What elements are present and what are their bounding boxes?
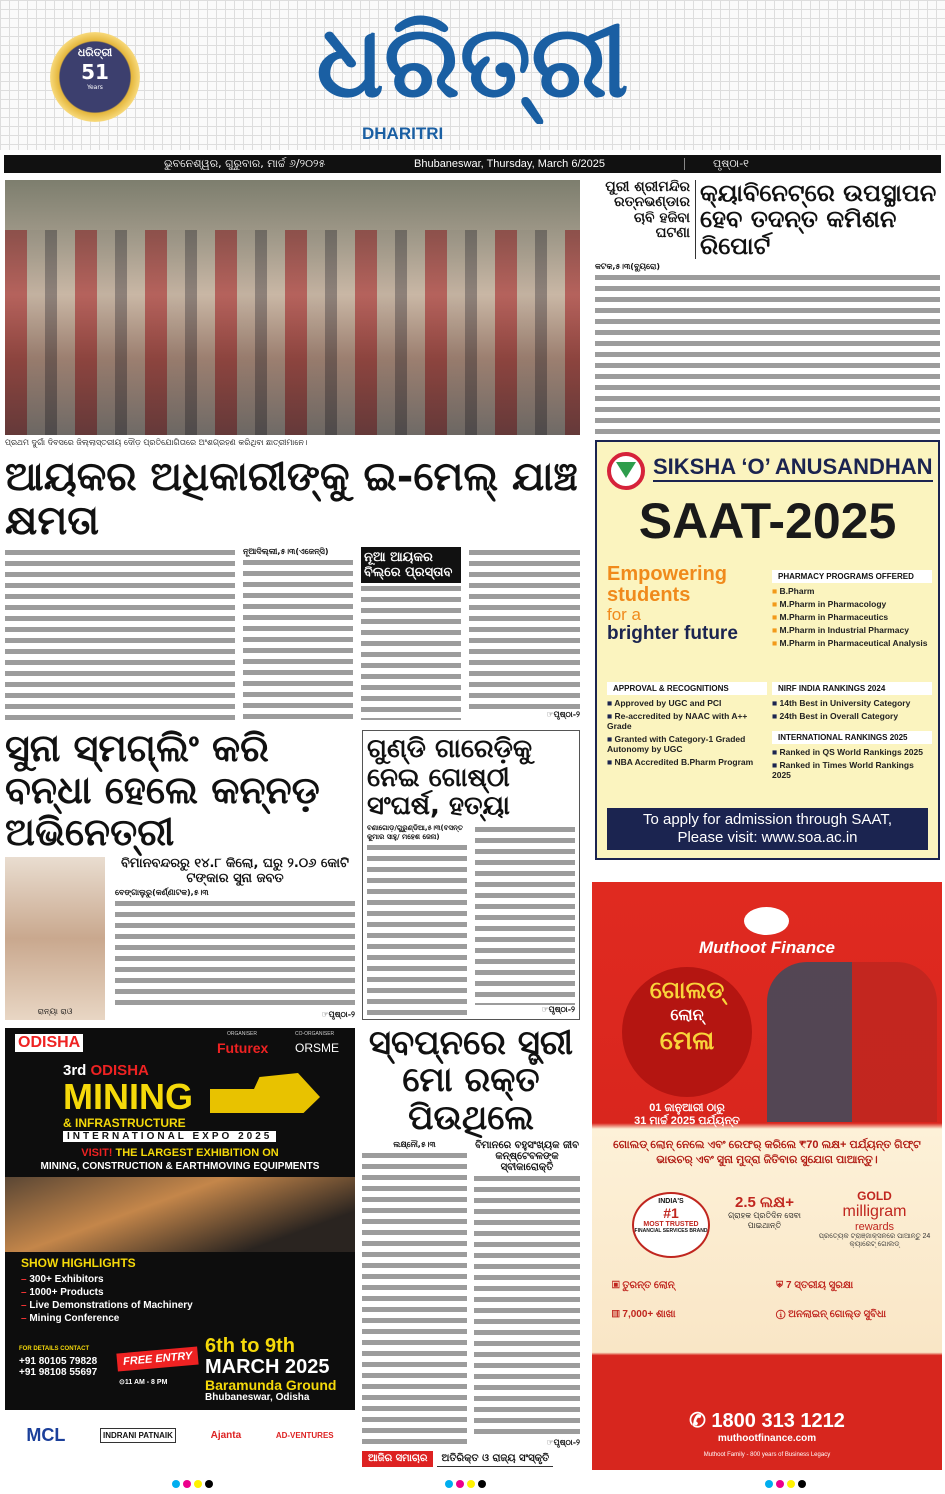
layout-block bbox=[817, 1190, 932, 1248]
muthoot-ad-mela-0: ଗୋଲଡ୍ bbox=[649, 977, 725, 1004]
orsme-logo: ORSME bbox=[295, 1041, 340, 1055]
soa-ad-intl-0: ■ Ranked in QS World Rankings 2025 bbox=[772, 747, 932, 757]
muthoot-offer: ଗୋଲଡ୍ ଲୋନ୍ ନେଲେ ଏବଂ ରେଫର୍ କରିଲେ ₹70 ଲକ୍ଷ+ ପର୍ଯ୍ୟନ୍ତ ଗିଫ୍ଟ ଭାଉଚର୍ ଏବଂ ସୁନା ମୁଦ୍ରା ଜିତିବାର ସୁଯୋଗ ପାଆନ୍ତୁ। bbox=[613, 1139, 921, 1166]
dream-dateline: ଲକ୍ଷ୍ନୌ,୫।୩ bbox=[393, 1140, 436, 1150]
article-body-text bbox=[115, 898, 355, 1010]
phone-icon: ✆ bbox=[689, 1410, 712, 1432]
layout-block bbox=[772, 676, 932, 783]
mining-ad-partners-2: Ajanta bbox=[210, 1429, 242, 1441]
layout-block bbox=[367, 824, 467, 1015]
layout-block bbox=[5, 857, 355, 1020]
mining-ad-title3: & INFRASTRUCTURE bbox=[63, 1116, 186, 1130]
mining-ad-phones-0: +91 80105 79828 bbox=[19, 1356, 98, 1367]
layout-block bbox=[684, 158, 685, 170]
feature-online: ⓘ ଅନଲାଇନ୍ ଗୋଲ୍ଡ ସୁବିଧା bbox=[776, 1309, 887, 1320]
layout-block bbox=[765, 1480, 773, 1488]
tax-story bbox=[5, 455, 580, 720]
layout-block bbox=[607, 698, 767, 767]
muthoot-ad-trust-1: #1 bbox=[663, 1204, 679, 1221]
nirf-title: NIRF INDIA RANKINGS 2024 bbox=[772, 682, 932, 695]
mining-ad-phones-1: +91 98108 55697 bbox=[19, 1367, 98, 1378]
muthoot-ad-gold-sub: ପ୍ରତ୍ୟେକ ଟ୍ରାଞ୍ଜାକ୍ସନରେ ପାଆନ୍ତୁ 24 କ୍ୟାରେଟ୍ ଗୋଲଡ୍ bbox=[818, 1232, 931, 1248]
layout-block bbox=[362, 1451, 580, 1467]
tax-dateline: ନୂଆଦିଲ୍ଲୀ,୫।୩(ଏଜେନ୍ସି) bbox=[243, 547, 329, 556]
badge-years: 51 bbox=[81, 60, 109, 84]
muthoot-ad-phone: 1800 313 1212 bbox=[711, 1410, 845, 1432]
layout-block bbox=[798, 1480, 806, 1488]
gang-dateline: ବଣାଗୋଡ଼/ଗୁରୁଣ୍ଡିଆ,୫।୩(ବସନ୍ତ କୁମାର ସାହୁ/ ମହେଶ ଜେନା) bbox=[367, 823, 463, 841]
layout-block bbox=[243, 547, 353, 720]
layout-block bbox=[361, 547, 461, 720]
muthoot-brand: Muthoot Finance bbox=[699, 938, 835, 957]
layout-block bbox=[612, 1280, 932, 1320]
gang-headline: ଗୁଣ୍ଡି ଗାରେଡ଼ିକୁ ନେଇ ଗୋଷ୍ଠୀ ସଂଘର୍ଷ, ହତ୍ୟା bbox=[367, 734, 533, 822]
article-body-text bbox=[361, 583, 461, 720]
muthoot-ad-mela-2: ମେଳା bbox=[659, 1024, 715, 1055]
dream-body bbox=[474, 1173, 580, 1438]
muthoot-ad-period1: 01 ଜାନୁଆରୀ ଠାରୁ bbox=[649, 1102, 725, 1114]
badge-label: Years bbox=[87, 84, 103, 91]
layout-block bbox=[595, 180, 940, 259]
muthoot-ad-gold-rewards-0: GOLD bbox=[857, 1189, 892, 1203]
soa-ad-nirf-0: ■ 14th Best in University Category bbox=[772, 698, 932, 708]
layout-block bbox=[475, 824, 575, 1015]
mining-ad-venue: Baramunda Ground bbox=[205, 1377, 337, 1393]
soa-ad-tagline-1: students bbox=[607, 584, 691, 606]
feature-security: ⛨ 7 ସ୍ତରୀୟ ସୁରକ୍ଷା bbox=[776, 1280, 854, 1291]
layout-block bbox=[456, 1480, 464, 1488]
soa-ad-approvals-0: ■ Approved by UGC and PCI bbox=[607, 698, 767, 708]
anniversary-badge bbox=[50, 32, 140, 122]
gold-story bbox=[5, 728, 355, 1020]
dateline-bar bbox=[4, 155, 941, 173]
puri-body bbox=[595, 272, 940, 435]
soa-ad-approvals-1: ■ Re-accredited by NAAC with A++ Grade bbox=[607, 711, 767, 731]
muthoot-website[interactable]: muthootfinance.com bbox=[717, 1433, 817, 1444]
puri-kicker: ପୁରୀ ଶ୍ରୀମନ୍ଦିର ରତ୍ନଭଣ୍ଡାର ଚାବି ହଜିବା ଘଟଣା bbox=[605, 179, 690, 242]
puri-headline: କ୍ୟାବିନେଟ୍‌ରେ ଉପସ୍ଥାପନ ହେବ ତଦନ୍ତ କମିଶନ ରିପୋର୍ଟ bbox=[695, 180, 940, 259]
layout-block bbox=[445, 1480, 486, 1488]
soa-logo-icon bbox=[607, 452, 645, 490]
layout-block bbox=[21, 1272, 193, 1326]
muthoot-ad-customers-sub: ଗ୍ରାହକ ପ୍ରତିଦିନ ସେବା ପାଇଥାନ୍ତି bbox=[728, 1211, 801, 1230]
dream-subheadline: ବିମାନରେ ବହୁସଂଖ୍ୟକ ଜୀବ କନ୍‌ଷ୍ଟେବଳଙ୍କ ସ୍ବୀକାରୋକ୍ତି bbox=[475, 1140, 579, 1174]
mining-ad-highlights-1: – 1000+ Products bbox=[21, 1287, 193, 1298]
soa-ad-nirf-1: ■ 24th Best in Overall Category bbox=[772, 711, 932, 721]
layout-block bbox=[362, 1140, 467, 1448]
soa-ad-programs-1: ■ M.Pharm in Pharmacology bbox=[772, 599, 932, 609]
photo-caption: ପ୍ରଥମ ଦୁର୍ଗା ଦିବସରେ ଜିଲ୍ଲାସ୍ତରୀୟ ଦୌଡ଼ ପ୍ରତିଯୋଗିତାରେ ଅଂଶଗ୍ରହଣ କରିଥିବା ଛାତ୍ରୀମାନେ। bbox=[5, 438, 308, 447]
soa-ad-tagline-3: brighter future bbox=[607, 622, 738, 644]
soa-ad-programs-3: ■ M.Pharm in Industrial Pharmacy bbox=[772, 625, 932, 635]
mining-ad-visit: VISIT! bbox=[81, 1147, 113, 1159]
article-body-text bbox=[243, 557, 353, 720]
tax-box: ନୂଆ ଆୟକର ବିଲ୍‌ରେ ପ୍ରସ୍ତାବ bbox=[361, 547, 461, 583]
gold-headline: ସୁନା ସ୍ମଗ୍‌ଲିଂ କରି ବନ୍ଧା ହେଲେ କନ୍ନଡ଼ ଅଭିନେତ୍ରୀ bbox=[5, 726, 320, 854]
mining-photo bbox=[5, 1177, 355, 1252]
gold-continued[interactable]: ☞ପୃଷ୍ଠା-୨ bbox=[321, 1010, 355, 1019]
layout-block bbox=[722, 1194, 807, 1231]
layout-block bbox=[205, 1480, 213, 1488]
dream-story bbox=[362, 1025, 580, 1467]
date-english: Bhubaneswar, Thursday, March 6/2025 bbox=[414, 158, 605, 170]
soa-ad-programs-2: ■ M.Pharm in Pharmaceutics bbox=[772, 612, 932, 622]
layout-block bbox=[592, 1408, 942, 1458]
contact-phones bbox=[19, 1356, 97, 1378]
muthoot-ad-features-1: 7 ସ୍ତରୀୟ ସୁରକ୍ଷା bbox=[785, 1280, 854, 1291]
mining-ad-partners-3: AD-VENTURES bbox=[275, 1430, 334, 1440]
layout-block bbox=[5, 547, 235, 720]
footer-tab-todays-news[interactable]: ଆଜିର ସମାଚାର bbox=[362, 1451, 433, 1467]
muthoot-ad-trust-0: INDIA'S bbox=[658, 1198, 684, 1205]
muthoot-ad-features-3: ଅନଲାଇନ୍ ଗୋଲ୍ଡ ସୁବିଧା bbox=[788, 1309, 887, 1320]
futurex-logo: Futurex bbox=[217, 1040, 269, 1056]
soa-ad-cta: To apply for admission through SAAT, bbox=[642, 811, 893, 828]
soa-brand: SIKSHA ‘O’ ANUSANDHAN bbox=[653, 454, 933, 482]
partner-strip bbox=[5, 1410, 355, 1460]
gold-dateline: ବେଙ୍ଗାଲୁରୁ(କର୍ଣ୍ଣାଟକ),୫।୩ bbox=[115, 887, 209, 897]
layout-block bbox=[172, 1480, 180, 1488]
mining-ad-highlights-3: – Mining Conference bbox=[21, 1313, 193, 1324]
feature-branches: ▥ 7,000+ ଶାଖା bbox=[612, 1309, 676, 1320]
soa-title: SAAT-2025 bbox=[638, 493, 897, 549]
mining-ad-dates1: 6th to 9th bbox=[205, 1335, 295, 1357]
layout-block bbox=[205, 1336, 336, 1403]
muthoot-ad-customers: 2.5 ଲକ୍ଷ+ bbox=[735, 1194, 794, 1211]
logo-english: DHARITRI bbox=[362, 124, 444, 143]
free-entry-badge: FREE ENTRY bbox=[116, 1346, 199, 1371]
layout-block bbox=[183, 1480, 191, 1488]
gang-continued[interactable]: ☞ପୃଷ୍ଠା-୨ bbox=[541, 1005, 575, 1014]
muthoot-ad-period2: 31 ମାର୍ଚ୍ଚ 2025 ପର୍ଯ୍ୟନ୍ତ bbox=[634, 1115, 740, 1127]
intl-title: INTERNATIONAL RANKINGS 2025 bbox=[772, 731, 932, 744]
soa-tagline bbox=[607, 564, 738, 644]
approval-title: APPROVAL & RECOGNITIONS bbox=[607, 682, 767, 695]
logo-odia: ଧରିତ୍ରୀ bbox=[316, 3, 629, 120]
muthoot-ad-gold-rewards-2: rewards bbox=[854, 1220, 895, 1233]
odisha-logo: ODISHA bbox=[15, 1034, 83, 1052]
layout-block bbox=[194, 1480, 202, 1488]
article-body-text bbox=[475, 824, 575, 1005]
mining-ad-city: Bhubaneswar, Odisha bbox=[205, 1391, 310, 1403]
soa-ad-intl-1: ■ Ranked in Times World Rankings 2025 bbox=[772, 760, 932, 780]
gold-loan-mela bbox=[622, 967, 752, 1097]
mining-ad-title4: INTERNATIONAL EXPO 2025 bbox=[63, 1131, 276, 1142]
layout-block bbox=[478, 1480, 486, 1488]
programs-title: PHARMACY PROGRAMS OFFERED bbox=[772, 570, 932, 583]
mining-ad-highlights-0: – 300+ Exhibitors bbox=[21, 1274, 193, 1285]
mining-ad-highlights-2: – Live Demonstrations of Machinery bbox=[21, 1300, 193, 1311]
layout-block bbox=[115, 857, 355, 1020]
muthoot-ad-features-0: ତୁରନ୍ତ ଲୋନ୍ bbox=[622, 1280, 675, 1291]
muthoot-ad[interactable] bbox=[592, 882, 942, 1470]
layout-block bbox=[467, 1480, 475, 1488]
puri-dateline: କଟକ,୫।୩(ବ୍ୟୁରୋ) bbox=[595, 262, 661, 272]
mining-ad-organiser-label: ORGANISER bbox=[227, 1031, 258, 1037]
soa-ad-approvals-3: ■ NBA Accredited B.Pharm Program bbox=[607, 757, 767, 767]
layout-block bbox=[474, 1140, 580, 1448]
soa-ad-programs-0: ■ B.Pharm bbox=[772, 586, 932, 596]
puri-story bbox=[595, 180, 940, 435]
mining-ad-visit-rest: THE LARGEST EXHIBITION ON bbox=[115, 1147, 279, 1159]
layout-block bbox=[445, 1480, 453, 1488]
layout-block bbox=[362, 1140, 580, 1448]
layout-block bbox=[367, 824, 575, 1015]
layout-block bbox=[612, 1102, 762, 1128]
trust-badge bbox=[632, 1192, 710, 1258]
layout-block bbox=[607, 676, 767, 770]
layout-block bbox=[776, 1480, 784, 1488]
article-body-text bbox=[469, 547, 580, 710]
tax-headline: ଆୟକର ଅଧିକାରୀଙ୍କୁ ଇ-ମେଲ୍ ଯାଞ୍ଚ କ୍ଷମତା bbox=[5, 454, 578, 544]
mining-ad-contact-label: FOR DETAILS CONTACT bbox=[19, 1346, 90, 1352]
muthoot-phone[interactable] bbox=[592, 1408, 942, 1433]
tax-continued[interactable]: ☞ପୃଷ୍ଠା-୨ bbox=[546, 710, 580, 719]
muthoot-ad-trust-3: FINANCIAL SERVICES BRAND bbox=[634, 1227, 708, 1234]
muthoot-ad-gold-rewards-1: milligram bbox=[842, 1203, 907, 1221]
mining-ad-edition: 3rd bbox=[63, 1062, 87, 1079]
mining-ad-title2: MINING bbox=[63, 1076, 193, 1117]
mining-ad-partners-1: INDRANI PATNAIK bbox=[100, 1428, 176, 1443]
layout-block bbox=[5, 1147, 355, 1159]
page-number: ପୃଷ୍ଠା-୧ bbox=[713, 157, 749, 170]
badge-title: ଧରିତ୍ରୀ bbox=[77, 46, 113, 59]
soa-ad-cta2: Please visit: www.soa.ac.in bbox=[677, 829, 858, 846]
muthoot-ad-mela-1: ଲୋନ୍ bbox=[670, 1006, 704, 1024]
soa-ad-approvals-2: ■ Granted with Category-1 Graded Autonomy by UGC bbox=[607, 734, 767, 754]
print-registration-marks bbox=[0, 1480, 945, 1490]
soa-ad-programs-4: ■ M.Pharm in Pharmaceutical Analysis bbox=[772, 638, 932, 648]
celebrity-photo bbox=[767, 962, 937, 1122]
soa-saat-ad[interactable] bbox=[595, 440, 940, 860]
layout-block bbox=[772, 564, 932, 651]
muthoot-ad-features-2: 7,000+ ଶାଖା bbox=[622, 1309, 676, 1320]
layout-block bbox=[5, 547, 580, 720]
gang-story bbox=[362, 730, 580, 1020]
layout-block bbox=[172, 1480, 213, 1488]
layout-block bbox=[5, 230, 580, 435]
soa-cta[interactable] bbox=[607, 808, 928, 850]
layout-block bbox=[787, 1480, 795, 1488]
muthoot-ad-trust-2: MOST TRUSTED bbox=[643, 1221, 699, 1229]
footer-tab-culture[interactable]: ଅତିରିକ୍ତ ଓ ରାଜ୍ୟ ସଂସ୍କୃତି bbox=[437, 1451, 553, 1467]
actress-caption: ରାନ୍ୟା ରାଓ bbox=[37, 1007, 73, 1016]
gold-subheadline: ବିମାନବନ୍ଦରରୁ ୧୪.୮ କିଲୋ, ଘରୁ ୨.୦୬ କୋଟି ଟଙ୍କାର ସୁନା ଜବତ bbox=[121, 856, 349, 886]
article-body-text bbox=[367, 842, 467, 1015]
mining-ad-partners-0: MCL bbox=[26, 1424, 66, 1445]
layout-block bbox=[469, 547, 580, 720]
layout-block bbox=[765, 1480, 806, 1488]
soa-ad-tagline-0: Empowering bbox=[607, 563, 728, 585]
feature-instant-loan: ▣ ତୁରନ୍ତ ଲୋନ୍ bbox=[612, 1280, 675, 1291]
layout-block bbox=[772, 586, 932, 648]
dream-headline: ସ୍ବପ୍ନରେ ସ୍ତ୍ରୀ ମୋ ରକ୍ତ ପିଉଥିଲେ bbox=[368, 1023, 574, 1138]
layout-block bbox=[772, 747, 932, 780]
mining-expo-ad[interactable] bbox=[5, 1028, 355, 1460]
layout-block bbox=[772, 698, 932, 721]
dream-continued[interactable]: ☞ପୃଷ୍ଠା-୨ bbox=[546, 1438, 580, 1447]
layout-block bbox=[616, 462, 636, 478]
newspaper-logo bbox=[300, 2, 645, 148]
excavator-icon bbox=[210, 1073, 320, 1113]
mining-ad-title1: ODISHA bbox=[90, 1062, 149, 1079]
dream-body bbox=[362, 1150, 467, 1448]
mining-ad-highlights-title: SHOW HIGHLIGHTS bbox=[21, 1256, 136, 1270]
article-body-text bbox=[5, 547, 235, 720]
muthoot-legacy: Muthoot Family - 800 years of Business Legacy bbox=[703, 1452, 831, 1458]
marathon-photo bbox=[5, 180, 580, 435]
mining-ad-hours: ⊙11 AM - 8 PM bbox=[119, 1379, 168, 1386]
muthoot-logo-icon bbox=[744, 907, 789, 935]
mining-ad-dates2: MARCH 2025 bbox=[205, 1356, 330, 1378]
actress-photo bbox=[5, 857, 105, 1020]
mining-ad-subject: MINING, CONSTRUCTION & EARTHMOVING EQUIPMENTS bbox=[40, 1161, 320, 1172]
date-odia: ଭୁବନେଶ୍ୱର, ଗୁରୁବାର, ମାର୍ଚ୍ଚ ୬/୨୦୨୫ bbox=[164, 157, 326, 170]
mining-ad-coorg-label: CO-ORGANISER bbox=[295, 1031, 335, 1037]
soa-ad-tagline-2: for a bbox=[607, 605, 642, 624]
